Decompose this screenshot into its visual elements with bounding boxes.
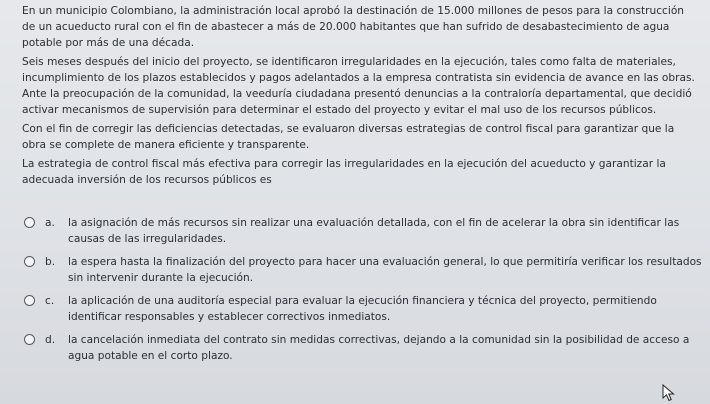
- option-letter: a.: [45, 217, 55, 229]
- radio-unselected-icon[interactable]: [24, 295, 35, 306]
- option-d[interactable]: [22, 332, 702, 364]
- radio-unselected-icon[interactable]: [24, 334, 35, 345]
- option-letter: d.: [45, 334, 56, 346]
- option-text[interactable]: la espera hasta la finalización del proyecto para hacer una evaluación general, lo que permitiría verificar los resultados sin intervenir durante la ejecución.: [68, 256, 702, 284]
- option-b[interactable]: [22, 254, 702, 286]
- question-paragraph-4: La estrategia de control fiscal más efectiva para corregir las irregularidades en la ejecución del acueducto y garantizar la adecuada inversión de los recursos públicos es: [22, 158, 666, 186]
- question-paragraph-2: Seis meses después del inicio del proyecto, se identificaron irregularidades en la ejecución, tales como falta de materiales, incumplimiento de los plazos establecidos y pagos adelantados a la empresa contratista sin evidencia de avance en las obras. Ante la preocupación de la comunidad, la veeduría ciudadana presentó denuncias a la contraloría departamental, que decidió activar mecanismos de supervisión para determinar el estado del proyecto y evitar el mal uso de los recursos públicos.: [22, 56, 695, 116]
- option-text[interactable]: la asignación de más recursos sin realizar una evaluación detallada, con el fin de acelerar la obra sin identificar las causas de las irregularidades.: [68, 217, 680, 245]
- option-text[interactable]: la aplicación de una auditoría especial para evaluar la ejecución financiera y técnica del proyecto, permitiendo identificar responsables y establecer correctivos inmediatos.: [68, 295, 657, 323]
- question-paragraph-1: En un municipio Colombiano, la administración local aprobó la destinación de 15.000 millones de pesos para la construcción de un acueducto rural con el fin de abastecer a más de 20.000 habitantes que han sufrido de desabastecimiento de agua potable por más de una década.: [22, 5, 685, 49]
- option-letter: b.: [45, 256, 56, 268]
- option-a[interactable]: [22, 215, 702, 247]
- answer-options: [22, 215, 702, 371]
- mouse-pointer-icon: [662, 384, 676, 402]
- radio-unselected-icon[interactable]: [24, 217, 35, 228]
- radio-unselected-icon[interactable]: [24, 256, 35, 267]
- option-text[interactable]: la cancelación inmediata del contrato sin medidas correctivas, dejando a la comunidad sin la posibilidad de acceso a agua potable en el corto plazo.: [68, 334, 690, 362]
- question-paragraph-3: Con el fin de corregir las deficiencias detectadas, se evaluaron diversas estrategias de control fiscal para garantizar que la obra se complete de manera eficiente y transparente.: [22, 123, 675, 151]
- question-stem: [22, 3, 700, 191]
- option-c[interactable]: [22, 293, 702, 325]
- option-letter: c.: [45, 295, 55, 307]
